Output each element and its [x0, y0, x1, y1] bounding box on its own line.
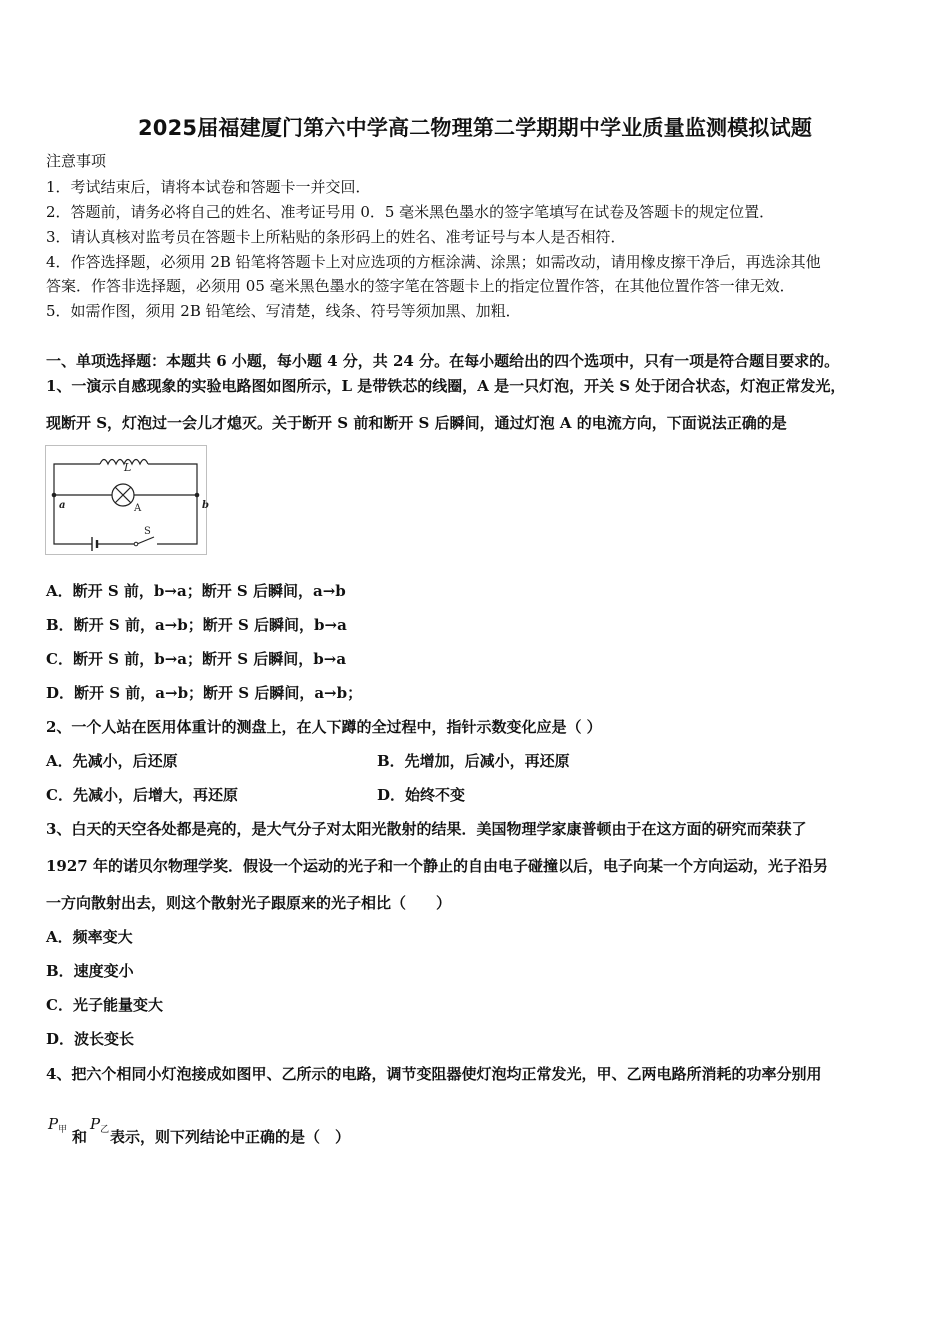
notice-item: 4．作答选择题，必须用 2B 铅笔将答题卡上对应选项的方框涂满、涂黑；如需改动，请用橡皮擦干净后，再选涂其他: [46, 253, 821, 271]
wire-bottom-right: [157, 495, 197, 544]
node-a-dot: [52, 493, 57, 498]
p-yi-letter: P: [90, 1115, 101, 1133]
question-2-option: D．始终不变: [377, 786, 466, 804]
question-2-option: C．先减小，后增大，再还原: [46, 786, 238, 804]
p-jia-subscript: 甲: [58, 1125, 68, 1135]
question-4-and: 和: [72, 1128, 88, 1146]
question-1-option: B．断开 S 前，a→b；断开 S 后瞬间，b→a: [46, 616, 347, 634]
question-1-stem: 1、一演示自感现象的实验电路图如图所示，L 是带铁芯的线圈，A 是一只灯泡，开关 S 处于闭合状态，灯泡正常发光，: [46, 377, 846, 395]
question-1-stem: 现断开 S，灯泡过一会儿才熄灭。关于断开 S 前和断开 S 后瞬间，通过灯泡 A 的电流方向，下面说法正确的是: [46, 414, 787, 432]
question-2-option: A．先减小，后还原: [46, 752, 178, 770]
power-symbol-jia: [48, 1114, 67, 1135]
question-2-stem: 2、一个人站在医用体重计的测盘上，在人下蹲的全过程中，指针示数变化应是（ ）: [46, 718, 602, 736]
wire-top-left: [54, 464, 100, 495]
p-yi-subscript: 乙: [100, 1125, 110, 1135]
node-b-dot: [195, 493, 200, 498]
question-3-stem: 3、白天的天空各处都是亮的，是大气分子对太阳光散射的结果．美国物理学家康普顿由于在这方面的研究而荣获了: [46, 820, 807, 838]
question-1-option: C．断开 S 前，b→a；断开 S 后瞬间，b→a: [46, 650, 347, 668]
label-S: S: [144, 526, 151, 537]
circuit-diagram: [45, 445, 207, 555]
question-3-option: B．速度变小: [46, 962, 134, 980]
notice-heading: 注意事项: [46, 152, 107, 170]
notice-item: 3．请认真核对监考员在答题卡上所粘贴的条形码上的姓名、准考证号与本人是否相符．: [46, 228, 626, 246]
lamp-cross: [115, 487, 131, 503]
label-L: L: [124, 461, 132, 474]
circuit-svg: [46, 446, 209, 554]
label-b: b: [202, 500, 209, 511]
question-4-tail: 表示，则下列结论中正确的是（ ）: [110, 1128, 351, 1146]
question-3-stem: 1927 年的诺贝尔物理学奖．假设一个运动的光子和一个静止的自由电子碰撞以后，电子向某一个方向运动，光子沿另: [46, 857, 828, 875]
question-1-option: D．断开 S 前，a→b；断开 S 后瞬间，a→b；: [46, 684, 363, 702]
p-jia-letter: P: [48, 1115, 59, 1133]
question-4-stem: 4、把六个相同小灯泡接成如图甲、乙所示的电路，调节变阻器使灯泡均正常发光，甲、乙两电路所消耗的功率分别用: [46, 1065, 822, 1083]
notice-item: 1．考试结束后，请将本试卷和答题卡一并交回．: [46, 178, 371, 196]
question-3-option: A．频率变大: [46, 928, 133, 946]
question-3-option: D．波长变长: [46, 1030, 135, 1048]
power-symbol-yi: [90, 1114, 109, 1135]
switch-blade: [137, 537, 154, 544]
notice-item: 2．答题前，请务必将自己的姓名、准考证号用 0．5 毫米黑色墨水的签字笔填写在试卷及答题卡的规定位置．: [46, 203, 775, 221]
question-3-option: C．光子能量变大: [46, 996, 163, 1014]
question-3-stem: 一方向散射出去，则这个散射光子跟原来的光子相比（ ）: [46, 894, 452, 912]
label-a: a: [59, 500, 66, 511]
switch-pivot: [134, 542, 138, 546]
question-1-option: A．断开 S 前，b→a；断开 S 后瞬间，a→b: [46, 582, 346, 600]
page-title: 2025届福建厦门第六中学高二物理第二学期期中学业质量监测模拟试题: [137, 116, 813, 140]
question-2-option: B．先增加，后减小，再还原: [377, 752, 570, 770]
wire-top-right: [148, 464, 197, 495]
notice-item: 答案．作答非选择题，必须用 05 毫米黑色墨水的签字笔在答题卡上的指定位置作答，在其他位置作答一律无效．: [46, 277, 795, 295]
notice-item: 5．如需作图，须用 2B 铅笔绘、写清楚，线条、符号等须加黑、加粗．: [46, 302, 521, 320]
section-heading: 一、单项选择题：本题共 6 小题，每小题 4 分，共 24 分。在每小题给出的四个选项中，只有一项是符合题目要求的。: [46, 352, 840, 370]
label-A: A: [134, 503, 142, 514]
